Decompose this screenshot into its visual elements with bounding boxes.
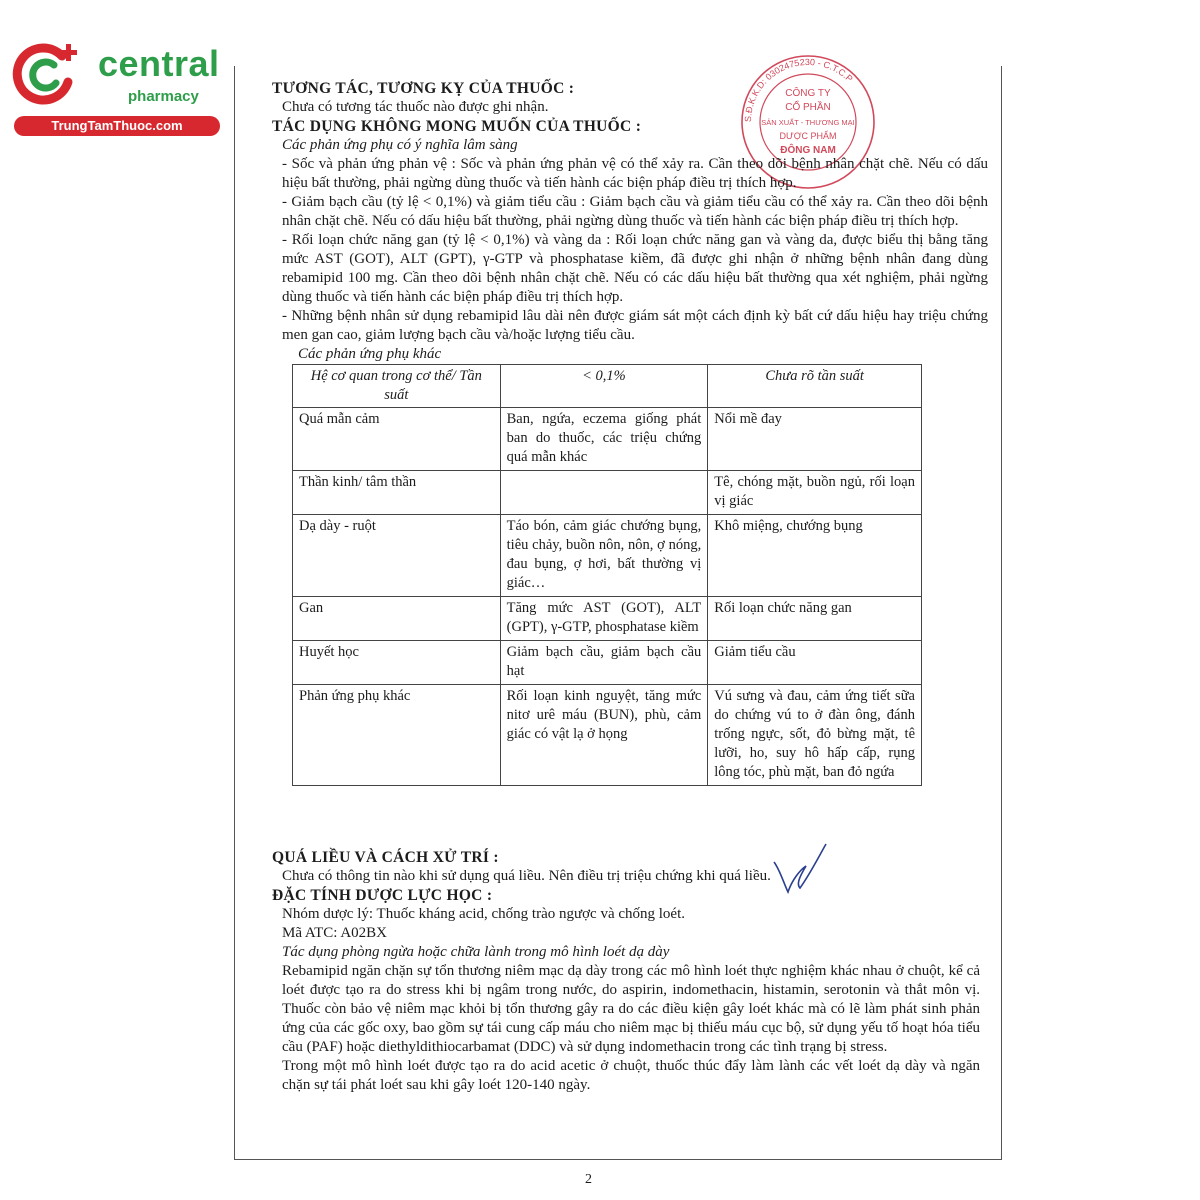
overdose-heading: QUÁ LIỀU VÀ CÁCH XỬ TRÍ : <box>272 849 499 866</box>
lower-content <box>272 848 980 1095</box>
stamp-line2: CỔ PHẦN <box>785 102 831 113</box>
adverse-p2: - Giảm bạch cầu (tỷ lệ < 0,1%) và giảm tiểu cầu : Giảm bạch cầu và giảm tiểu cầu có thể xảy ra. Cần theo dõi bệnh nhân chặt chẽ. Nếu có dấu hiệu bất thường, phải ngừng dùng thuốc và tiến hành các biện pháp điều trị thích hợp. <box>282 194 988 229</box>
pharmacodynamics-subheading: Tác dụng phòng ngừa hoặc chữa lành trong mô hình loét dạ dày <box>282 944 670 960</box>
pharmacodynamics-p2: Trong một mô hình loét được tạo ra do acid acetic ở chuột, thuốc thúc đẩy làm lành các vết loét dạ dày và ngăn chặn sự tái phát loét sau khi gây loét 120-140 ngày. <box>282 1058 980 1093</box>
table-cell: Huyết học <box>293 641 501 685</box>
table-cell: Dạ dày - ruột <box>293 515 501 597</box>
table-cell: Gan <box>293 597 501 641</box>
stamp-line5: ĐÔNG NAM <box>780 145 836 156</box>
table-row <box>293 597 922 641</box>
table-cell: Quá mẫn cảm <box>293 408 501 471</box>
table-cell: Táo bón, cảm giác chướng bụng, tiêu chảy, buồn nôn, nôn, ợ nóng, đau bụng, ợ hơi, bất thường vị giác… <box>500 515 708 597</box>
pharmacodynamics-heading: ĐẶC TÍNH DƯỢC LỰC HỌC : <box>272 887 493 904</box>
brand-logo <box>10 38 220 138</box>
stamp-line3: SẢN XUẤT - THƯƠNG MẠI <box>761 118 855 127</box>
signature-icon <box>770 840 830 900</box>
adverse-p1: - Sốc và phản ứng phản vệ : Sốc và phản ứng phản vệ có thể xảy ra. Cần theo dõi bệnh nhân chặt chẽ. Nếu có dấu hiệu bất thường, phải ngừng dùng thuốc và tiến hành các biện pháp điều trị thích hợp. <box>282 156 988 191</box>
brand-url[interactable]: TrungTamThuoc.com <box>14 116 220 136</box>
table-cell: Khô miệng, chướng bụng <box>708 515 922 597</box>
table-header-cell: < 0,1% <box>500 365 708 408</box>
adverse-heading: TÁC DỤNG KHÔNG MONG MUỐN CỦA THUỐC : <box>272 118 642 135</box>
adverse-p3: - Rối loạn chức năng gan (tỷ lệ < 0,1%) và vàng da : Rối loạn chức năng gan và vàng da, được biểu thị bằng tăng mức AST (GOT), ALT (GPT), γ-GTP và phosphatase kiềm, đã được ghi nhận ở những bệnh nhân đang dùng rebamipid 100 mg. Cần theo dõi bệnh nhân chặt chẽ. Nếu có các dấu hiệu bất thường qua xét nghiệm, phải ngừng dùng thuốc và tiến hành các biện pháp điều trị thích hợp. <box>282 232 988 305</box>
pharmacology-group: Nhóm dược lý: Thuốc kháng acid, chống trào ngược và chống loét. <box>282 906 686 922</box>
table-cell: Phản ứng phụ khác <box>293 685 501 786</box>
pharmacodynamics-p1: Rebamipid ngăn chặn sự tổn thương niêm mạc dạ dày trong các mô hình loét thực nghiệm khác nhau ở chuột, kể cả loét được tạo ra do stress khi bị ngâm trong nước, do aspirin, indomethacin, histamin, serotonin và thắt môn vị. Thuốc còn bảo vệ niêm mạc khỏi bị tổn thương gây ra do các điều kiện gây loét khác mà có lẽ làm phát sinh phản ứng của các gốc oxy, bao gồm sự tái cung cấp máu cho niêm mạc bị thiếu máu cục bộ, sử dụng yếu tố hoạt hóa tiểu cầu (PAF) hoặc diethyldithiocarbamat (DDC) và sử dụng indomethacin trong các tình trạng bị stress. <box>282 963 980 1055</box>
table-cell: Giảm bạch cầu, giảm bạch cầu hạt <box>500 641 708 685</box>
table-cell <box>500 471 708 515</box>
table-cell: Tê, chóng mặt, buồn ngủ, rối loạn vị giác <box>708 471 922 515</box>
table-header-cell: Hệ cơ quan trong cơ thể/ Tần suất <box>293 365 501 408</box>
page-number: 2 <box>585 1172 592 1187</box>
interactions-heading: TƯƠNG TÁC, TƯƠNG KỴ CỦA THUỐC : <box>272 80 575 97</box>
table-cell: Nổi mề đay <box>708 408 922 471</box>
table-cell: Ban, ngứa, eczema giống phát ban do thuốc, các triệu chứng quá mẫn khác <box>500 408 708 471</box>
other-reactions-label: Các phản ứng phụ khác <box>298 346 442 362</box>
central-logo-icon <box>10 38 80 108</box>
table-cell: Giảm tiểu cầu <box>708 641 922 685</box>
table-row <box>293 471 922 515</box>
table-cell: Rối loạn kinh nguyệt, tăng mức nitơ urê máu (BUN), phù, cảm giác có vật lạ ở họng <box>500 685 708 786</box>
adverse-p4: - Những bệnh nhân sử dụng rebamipid lâu dài nên được giám sát một cách định kỳ bất cứ dấu hiệu hay triệu chứng men gan cao, giảm lượng bạch cầu và/hoặc lượng tiểu cầu. <box>282 308 988 343</box>
table-row <box>293 641 922 685</box>
stamp-ring-text: S.Đ.K.K.D: 0302475230 - C.T.C.P <box>742 56 855 123</box>
stamp-line1: CÔNG TY <box>785 88 831 99</box>
table-cell: Tăng mức AST (GOT), ALT (GPT), γ-GTP, phosphatase kiềm <box>500 597 708 641</box>
table-header-cell: Chưa rõ tần suất <box>708 365 922 408</box>
side-effects-table <box>292 364 922 786</box>
table-row <box>293 408 922 471</box>
table-cell: Thần kinh/ tâm thần <box>293 471 501 515</box>
adverse-subheading: Các phản ứng phụ có ý nghĩa lâm sàng <box>282 137 518 153</box>
overdose-text: Chưa có thông tin nào khi sử dụng quá liều. Nên điều trị triệu chứng khi quá liều. <box>282 868 771 884</box>
table-row <box>293 685 922 786</box>
upper-content <box>272 79 988 786</box>
stamp-line4: DƯỢC PHẨM <box>779 131 837 141</box>
brand-sub: pharmacy <box>128 88 199 105</box>
table-header-row <box>293 365 922 408</box>
brand-name: central <box>98 43 220 84</box>
table-row <box>293 515 922 597</box>
atc-code: Mã ATC: A02BX <box>282 925 388 941</box>
table-cell: Vú sưng và đau, cảm ứng tiết sữa do chứng vú to ở đàn ông, đánh trống ngực, sốt, đỏ bừng mặt, tê lưỡi, ho, suy hô hấp cấp, rụng lông tóc, phù mặt, ban đỏ ngứa <box>708 685 922 786</box>
table-cell: Rối loạn chức năng gan <box>708 597 922 641</box>
interactions-text: Chưa có tương tác thuốc nào được ghi nhận. <box>282 99 549 115</box>
